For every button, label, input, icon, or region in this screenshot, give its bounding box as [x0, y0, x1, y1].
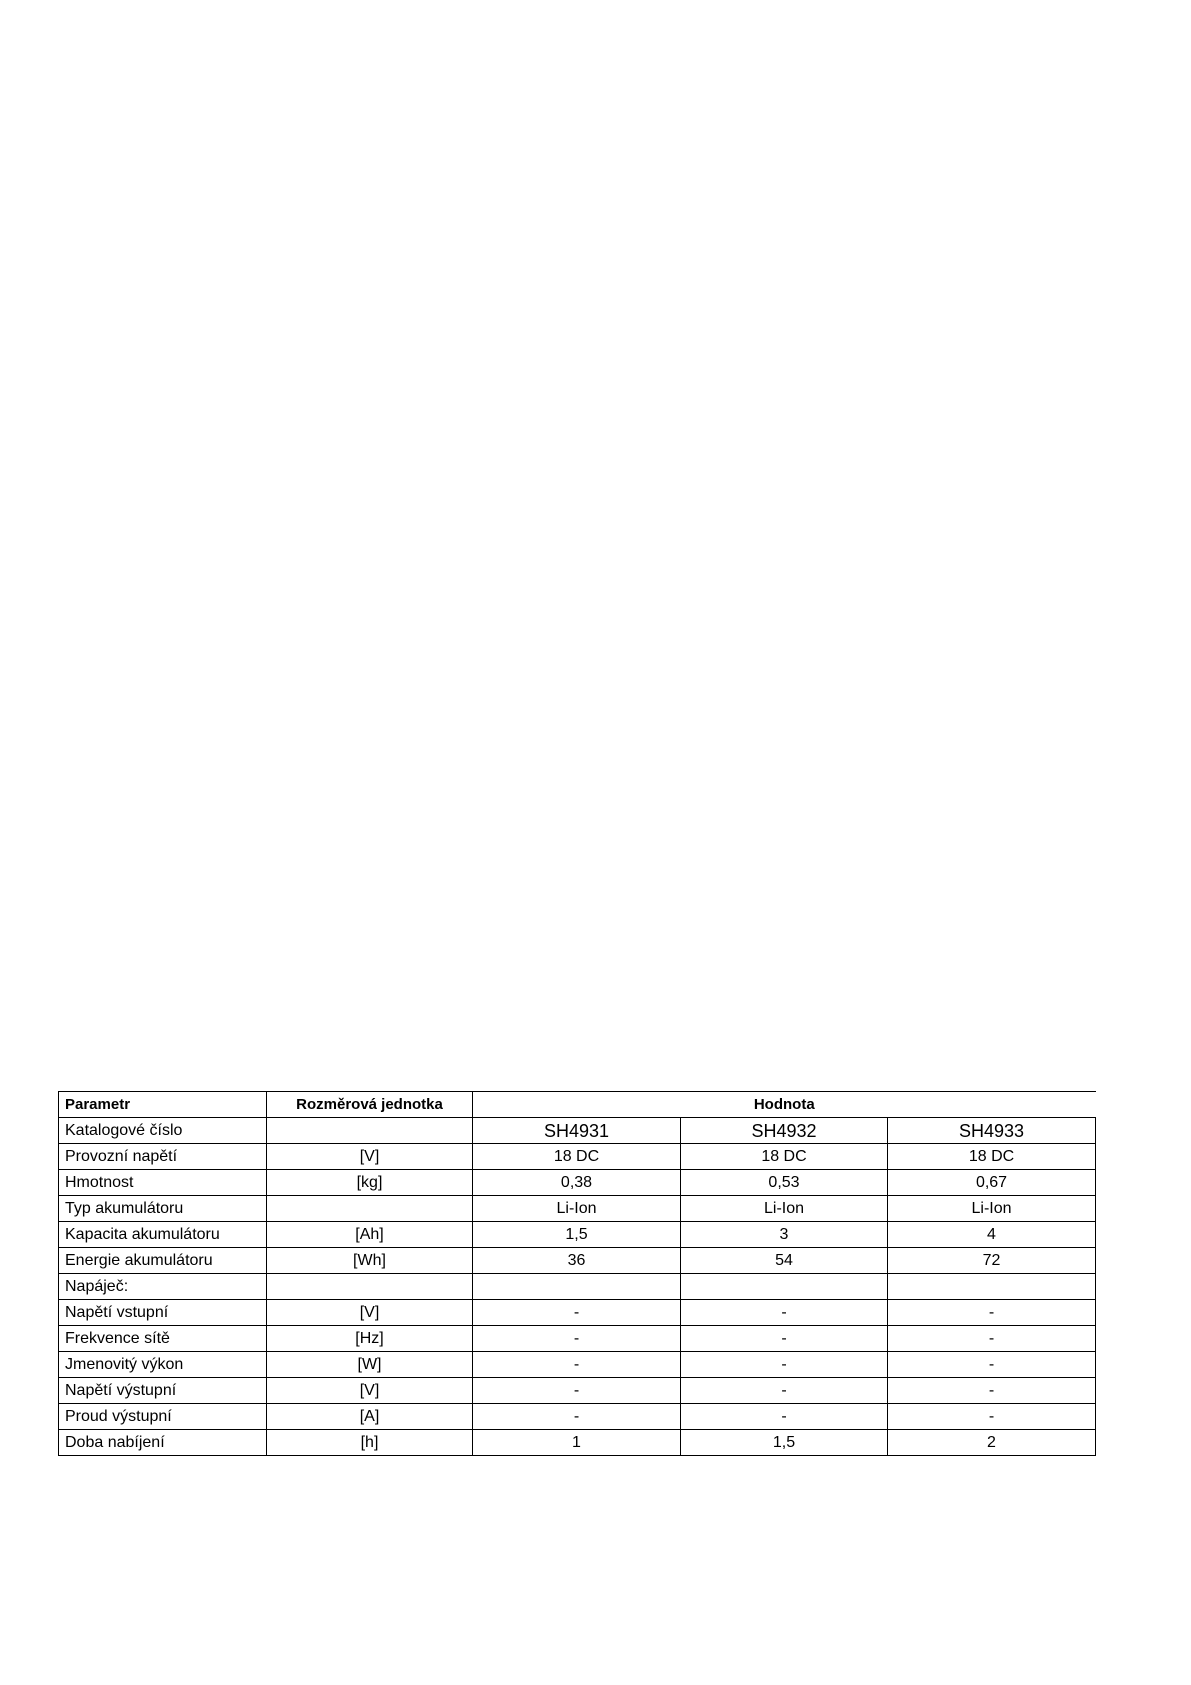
model-id: SH4931 [473, 1118, 681, 1144]
header-parameter: Parametr [59, 1092, 267, 1118]
row-label: Provozní napětí [59, 1144, 267, 1170]
row-value: 36 [473, 1248, 681, 1274]
row-value: - [681, 1352, 888, 1378]
table-row [59, 1196, 1096, 1222]
row-unit: [W] [267, 1352, 473, 1378]
row-value: 54 [681, 1248, 888, 1274]
row-value: - [473, 1404, 681, 1430]
row-value: - [681, 1404, 888, 1430]
row-label: Kapacita akumulátoru [59, 1222, 267, 1248]
header-row [59, 1092, 1096, 1118]
row-label: Frekvence sítě [59, 1326, 267, 1352]
row-value: 2 [888, 1430, 1096, 1456]
row-label: Napětí výstupní [59, 1378, 267, 1404]
spec-table [58, 1091, 1096, 1456]
row-label: Typ akumulátoru [59, 1196, 267, 1222]
row-value [681, 1274, 888, 1300]
table-row [59, 1170, 1096, 1196]
row-unit: [V] [267, 1144, 473, 1170]
table-row [59, 1300, 1096, 1326]
row-value: 18 DC [681, 1144, 888, 1170]
row-value [473, 1274, 681, 1300]
row-unit: [Ah] [267, 1222, 473, 1248]
table-row [59, 1326, 1096, 1352]
row-value: 0,53 [681, 1170, 888, 1196]
row-value: - [473, 1352, 681, 1378]
row-value: 1,5 [473, 1222, 681, 1248]
row-value: 0,38 [473, 1170, 681, 1196]
row-label: Doba nabíjení [59, 1430, 267, 1456]
catalog-row [59, 1118, 1096, 1144]
row-unit: [V] [267, 1378, 473, 1404]
table-row [59, 1352, 1096, 1378]
row-unit: [Hz] [267, 1326, 473, 1352]
row-value: - [681, 1300, 888, 1326]
row-unit: [kg] [267, 1170, 473, 1196]
catalog-label: Katalogové číslo [59, 1118, 267, 1144]
row-value: - [888, 1404, 1096, 1430]
row-unit: [V] [267, 1300, 473, 1326]
row-label: Napáječ: [59, 1274, 267, 1300]
row-value: 1,5 [681, 1430, 888, 1456]
row-unit: [A] [267, 1404, 473, 1430]
catalog-unit [267, 1118, 473, 1144]
row-value: - [473, 1378, 681, 1404]
row-value: - [888, 1378, 1096, 1404]
row-label: Energie akumulátoru [59, 1248, 267, 1274]
table-row [59, 1404, 1096, 1430]
row-unit [267, 1274, 473, 1300]
row-value: - [681, 1326, 888, 1352]
row-label: Napětí vstupní [59, 1300, 267, 1326]
row-value: 72 [888, 1248, 1096, 1274]
table-row [59, 1144, 1096, 1170]
row-value: 0,67 [888, 1170, 1096, 1196]
table-row [59, 1222, 1096, 1248]
row-value: 3 [681, 1222, 888, 1248]
table-row [59, 1430, 1096, 1456]
table-row [59, 1378, 1096, 1404]
row-value: - [681, 1378, 888, 1404]
header-unit: Rozměrová jednotka [267, 1092, 473, 1118]
model-id: SH4933 [888, 1118, 1096, 1144]
row-value: 4 [888, 1222, 1096, 1248]
row-value: Li-Ion [681, 1196, 888, 1222]
row-label: Proud výstupní [59, 1404, 267, 1430]
row-label: Hmotnost [59, 1170, 267, 1196]
row-value: - [888, 1300, 1096, 1326]
row-unit: [h] [267, 1430, 473, 1456]
row-value: 1 [473, 1430, 681, 1456]
row-unit: [Wh] [267, 1248, 473, 1274]
row-value [888, 1274, 1096, 1300]
row-value: 18 DC [888, 1144, 1096, 1170]
row-value: - [473, 1300, 681, 1326]
header-value: Hodnota [473, 1092, 1096, 1118]
table-row [59, 1274, 1096, 1300]
row-value: Li-Ion [888, 1196, 1096, 1222]
table-row [59, 1248, 1096, 1274]
row-value: - [888, 1352, 1096, 1378]
row-label: Jmenovitý výkon [59, 1352, 267, 1378]
row-value: - [473, 1326, 681, 1352]
row-value: Li-Ion [473, 1196, 681, 1222]
row-value: 18 DC [473, 1144, 681, 1170]
row-value: - [888, 1326, 1096, 1352]
model-id: SH4932 [681, 1118, 888, 1144]
row-unit [267, 1196, 473, 1222]
